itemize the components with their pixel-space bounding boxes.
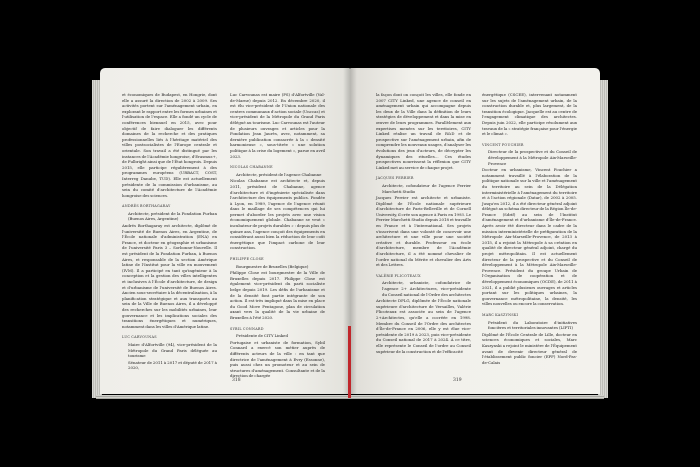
left-page-column-1 [122, 92, 217, 372]
bio-paragraph: Portugaise et urbaniste de formation, Sybil Connard a exercé son métier auprès de différents acteurs de la ville : en tant que directrice de l'aménagement à Evry (Essonne), puis aussi chez un promoteur et au sein de structures d'aménagement. Consultante et de la direction de chargée [230, 339, 325, 379]
right-page [350, 68, 600, 394]
bio-paragraph: la façon dont on conçoit les villes, elle fonde en 2007 CITY Linked, une agence de conseil en aménagement urbain qui accompagne depuis les deux de la Ville dans la définition de leurs stratégies de développement et dans la mise en œuvre de leurs programmes. Parallèlement aux expertises menées sur les territoires, CITY Linked réalise un travail de R&D et de prospective sur l'aménagement urbain, afin de comprendre les nouveaux usages, d'analyser les évolutions des jeux d'acteurs, de décrypter les dynamiques des rituelles… Ces études prospectives nourrissent la réflexion que CITY Linked met au service de chaque projet. [376, 92, 471, 170]
bio-paragraph: Andrés Borthagaray est architecte, diplômé de l'université de Buenos Aires, en Argentine, de l'École nationale d'administration (ENA) en France, et docteur en géographie et urbanisme de l'université Paris 3 – Sorbonne-Nouvelle. Il est président de la Fondation Furban, à Buenos Aires, et responsable de la section Amérique latine de l'Institut pour la ville en mouvement (IVM). Il a participé en tant qu'ingénieur à la conception et la gestion des villes intelligentes et inclusives à l'École d'architecture, de design et d'urbanisme de l'université de Buenos Aires. Ancien sous-secrétaire à la décentralisation, à la planification stratégique et aux transports au sein de la Ville de Buenos Aires, il a développé des recherches sur les mobilités urbaines, leur gouvernance et les implications sociales des transitions énergétiques et numériques, notamment dans les villes d'Amérique latine. [122, 223, 217, 329]
entry-name-heading: VALÉRIE FLICOTEAUX [376, 273, 421, 278]
entry-name-heading: MARC KASZYNSKI [482, 312, 519, 317]
left-page-column-2 [230, 92, 325, 383]
left-bottom-edges [96, 395, 350, 399]
entry-name-heading: SYBIL CONNARD [230, 326, 264, 331]
entry-role-line: Maire d'Alfortville (94), vice-président de la Métropole du Grand Paris déléguée au tourisme [128, 341, 217, 359]
entry-name-heading: PHILIPPE CLOSE [230, 257, 264, 262]
entry-name-heading: JACQUES FERRIER [376, 176, 414, 181]
entry-name-heading: VINCENT FOUCHIER [482, 142, 524, 147]
bookmark-ribbon [348, 326, 351, 398]
bio-paragraph: Nicolas Chabanne est architecte et, depuis 2011, président de Chabanne, agence d'architecture et d'ingénierie spécialisée dans l'architecture des équipements publics. Fondée à Lyon, en 1989, l'agence de l'agence réunit dans le maillage de ses compétences qui lui permet d'aborder les projets avec une vision économiquement globale. Chabanne se veut « incubateur de projets durables » : depuis plus de quinze ans, l'agence conçoit des équipements en considérant aussi bien la réduction de leur coût énergétique que l'impact carbone de leur construction. [230, 178, 325, 251]
entry-role-line: Président du Laboratoire d'initiatives foncières et territoriales innovantes (LIFTI) [488, 319, 577, 331]
entry-role-line: Architecte, président de la Fondation Furban (Buenos Aires, Argentine) [128, 210, 217, 222]
entry-name-heading: NICOLAS CHABANNE [230, 165, 273, 170]
entry-role-line: Architecte, urbaniste, cofondatrice de l'agence 2+ Architectures, vice-présidente du Conseil national de l'Ordre des architectes [382, 280, 471, 297]
entry-name-heading: LUC CARVOUNAS [122, 335, 157, 340]
right-page-column-1 [376, 92, 471, 358]
right-page-column-2 [482, 92, 577, 369]
left-page-number: 318 [232, 378, 241, 383]
left-page [100, 68, 350, 394]
entry-role-line: Architecte, président de l'agence Chabanne [236, 171, 322, 177]
right-bottom-edges [350, 395, 604, 399]
bio-paragraph: énergétique (CSCEE), intervenant notamment sur les sujets de l'aménagement urbain, de la construction durable et, plus largement, de la transition écologique. Jacquelle est au centre de l'engagement climatique des architectes. Depuis juin 2022, elle participe résolument aux travaux de la « stratégie française pour l'énergie et le climat ». [482, 92, 577, 137]
bio-paragraph: Luc Carvounas est maire (PS) d'Alfortville (Val-de-Marne) depuis 2012. En décembre 2020, il est élu vice-président de l'Union nationale des centres communaux d'action sociale (Unccas) et vice-président de la Métropole du Grand Paris délégué au tourisme. Luc Carvounas est l'auteur de plusieurs ouvrages et articles pour la Fondation Jean Jaurès, avec, notamment, sa dernière publication consacrée à la « densité harmonieuse », sous-titrée « une solution politique à la crise du logement », parue en avril 2023. [230, 92, 325, 159]
entry-role-line: Architecte, cofondateur de l'agence Ferrier Marchetti Studio [382, 182, 471, 194]
bio-paragraph: et économiques de Budapest, en Hongrie, dont elle a assuré la direction de 2002 à 2009. Ses activités portent sur l'aménagement urbain, en explorant le rapport entre les formes urbaines et l'utilisation de l'espace. Elle a fondé un cycle de conférences biennuel en 2015, avec pour objectif de faire dialoguer les différents domaines de la recherche et des pratiques professionnelles liés à l'héritage matériel des villes postsocialistes de l'Europe centrale et orientale. Son travail a été distingué par les instances de l'Académie hongroise, d'Erasmus+, de Fulbright ainsi que de l'État hongrois. Depuis 2015, elle participe régulièrement à des programmes européens (URBACT, COST, Interreg Danube, TUD). Elle est actuellement présidente de la commission d'urbanisme, au sein du comité d'architecture de l'Académie hongroise des sciences. [122, 92, 217, 198]
bio-paragraph: Jacques Ferrier est architecte et urbaniste. Diplômé de l'École nationale supérieure d'architecture de Paris-Belleville et de Cornell University, il crée son agence à Paris en 1993. Le Ferrier Marchetti Studio depuis 2018 et travaille en France et à l'international. Ses projets s'inscrivent dans une volonté de concevoir une architecture et une ville pour une société créative et durable. Professeur en école d'architecture, membre de l'Académie d'architecture, il a été nommé chevalier de l'ordre national du Mérite et chevalier des Arts et des Lettres. [376, 195, 471, 268]
entry-role-line: Directeur de la prospective et du Conseil de développement à la Métropole Aix-Marseille-Provence [488, 149, 577, 166]
bio-paragraph: Architecte DPLG, diplômée de l'École nationale supérieure d'architecture de Versailles, Valérie Flicoteaux est associée au sein de l'agence 2+Architectes, qu'elle a cocréée en 1998. Membre du Conseil de l'Ordre des architectes d'Île-de-France en 2006, elle y est élue vice-présidente de 2019 à 2023, puis vice-présidente du Conseil national de 2017 à 2024. À ce titre, elle représente le Conseil de l'ordre au Conseil supérieur de la construction et de l'efficacité [376, 298, 471, 354]
right-page-number: 319 [453, 378, 462, 383]
bio-paragraph: Philippe Close est bourgmestre de la Ville de Bruxelles depuis 2017. Philippe Close est également vice-président du parti socialiste belge depuis 2019. Les défis de l'urbanisme et de la densité font partie intégrante de son action. Il est très impliqué dans la mise en place du Good Move Pentagone, plan de circulation axant vers la qualité de la vie urbaine de Bruxelles à l'été 2020. [230, 270, 325, 320]
bio-paragraph: Docteur en urbanisme, Vincent Fouchier a notamment travaillé à l'élaboration de la politique nationale sur la ville et l'aménagement du territoire au sein de la Délégation interministérielle à l'aménagement du territoire et à l'action régionale (Datar), de 2002 à 2005. Jusqu'en 2012, il a été directeur général adjoint délégué au schéma directeur de la Région Île-de-France (Sdrif) au sein de l'Institut d'aménagement et d'urbanisme d'Île-de-France. Après avoir été directeur dans le cadre de la mission interministérielle de préfiguration de la Métropole Aix-Marseille-Provence, de 2013 à 2015, il a rejoint la Métropole à sa création en qualité de directeur général adjoint, chargé du projet métropolitain. Il est actuellement directeur de la prospective et du Conseil de développement à la Métropole Aix-Marseille-Provence. Président du groupe Urbain de l'Organisation de coopération et de développement économiques (OCDE), de 2011 à 2021, il a publié plusieurs ouvrages et articles portant sur les politiques urbaines, la gouvernance métropolitaine, la densité, les villes nouvelles ou encore la conservation. [482, 167, 577, 307]
entry-role-line: Bourgmestre de Bruxelles (Belgique) [236, 263, 309, 269]
entry-role-line: Sénateur de 2011 à 2017 et député de 2017 à 2020, [128, 359, 217, 371]
entry-name-heading: ANDRÉS BORTHAGARAY [122, 204, 171, 209]
entry-role-line: Présidente de CITY Linked [236, 333, 288, 339]
bio-paragraph: Diplômé de l'École Centrale de Lille, docteur en sciences économiques et sociales, Marc Kaszynski a rejoint le ministère de l'Équipement avant de devenir directeur général de l'établissement public foncier (EPF) Nord-Pas-de-Calais [482, 331, 577, 365]
